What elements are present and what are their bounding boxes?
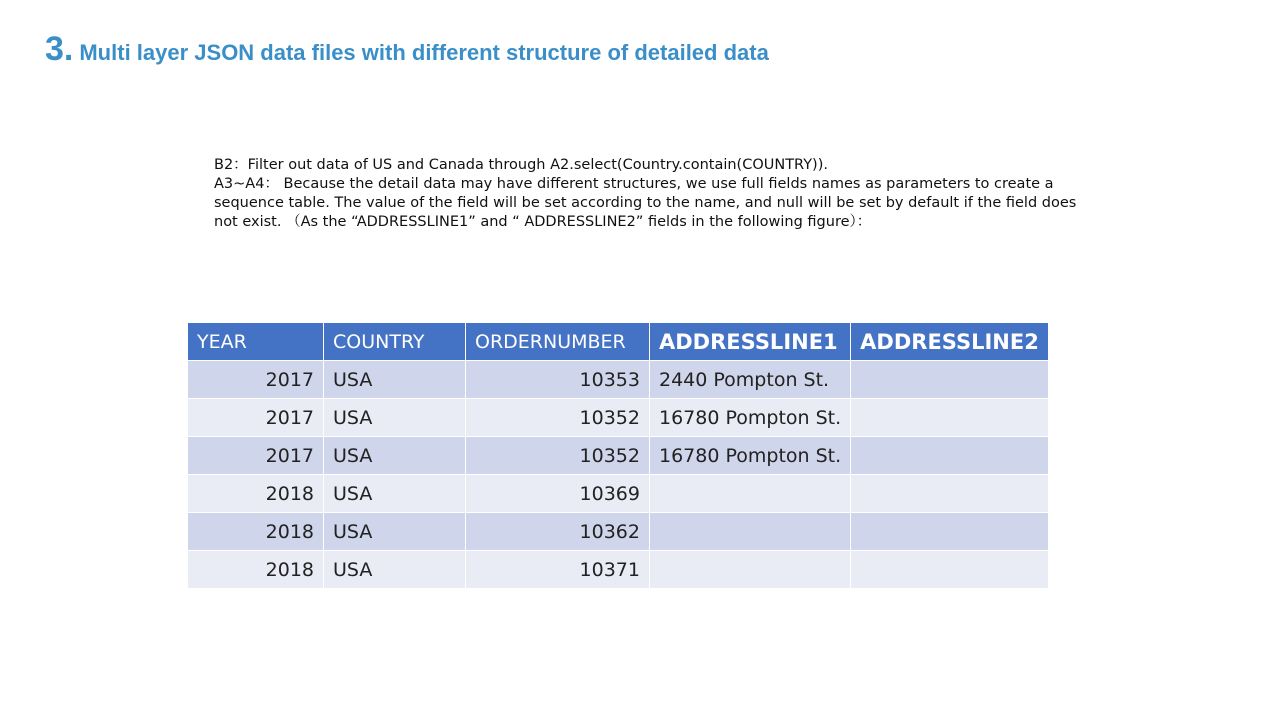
cell-ordernumber: 10352 (466, 399, 650, 437)
column-header-ordernumber: ORDERNUMBER (466, 323, 650, 361)
cell-country: USA (324, 399, 466, 437)
table-header-row (188, 323, 1049, 361)
column-header-addressline1: ADDRESSLINE1 (650, 323, 851, 361)
cell-year: 2018 (188, 551, 324, 589)
cell-addressline2 (851, 513, 1049, 551)
result-table (187, 322, 1049, 589)
table-row (188, 551, 1049, 589)
cell-country: USA (324, 361, 466, 399)
cell-year: 2017 (188, 361, 324, 399)
cell-year: 2017 (188, 399, 324, 437)
cell-addressline1: 16780 Pompton St. (650, 399, 851, 437)
cell-addressline2 (851, 399, 1049, 437)
table-row (188, 437, 1049, 475)
title-number: 3. (45, 30, 74, 68)
column-header-country: COUNTRY (324, 323, 466, 361)
cell-addressline1 (650, 551, 851, 589)
slide-title (45, 30, 769, 69)
cell-addressline1 (650, 475, 851, 513)
description-line-b2: B2：Filter out data of US and Canada through A2.select(Country.contain(COUNTRY)). (214, 157, 828, 173)
cell-ordernumber: 10352 (466, 437, 650, 475)
description-block (214, 156, 1084, 232)
cell-country: USA (324, 437, 466, 475)
column-header-year: YEAR (188, 323, 324, 361)
cell-year: 2018 (188, 475, 324, 513)
cell-addressline1: 2440 Pompton St. (650, 361, 851, 399)
cell-addressline1: 16780 Pompton St. (650, 437, 851, 475)
table-row (188, 361, 1049, 399)
table-row (188, 399, 1049, 437)
cell-ordernumber: 10371 (466, 551, 650, 589)
cell-addressline2 (851, 361, 1049, 399)
description-line-a3-a4: A3~A4： Because the detail data may have different structures, we use full fields names as parameters to create a sequence table. The value of the field will be set according to the name, and null will be set by default if the field does not exist. （As the “ADDRESSLINE1” and “ ADDRESSLINE2” fields in the following figure）： (214, 176, 1077, 230)
table-row (188, 513, 1049, 551)
cell-ordernumber: 10362 (466, 513, 650, 551)
cell-year: 2018 (188, 513, 324, 551)
cell-addressline2 (851, 475, 1049, 513)
cell-year: 2017 (188, 437, 324, 475)
column-header-addressline2: ADDRESSLINE2 (851, 323, 1049, 361)
table-row (188, 475, 1049, 513)
title-text: Multi layer JSON data files with different structure of detailed data (79, 40, 769, 65)
cell-country: USA (324, 475, 466, 513)
cell-addressline1 (650, 513, 851, 551)
cell-addressline2 (851, 551, 1049, 589)
cell-ordernumber: 10369 (466, 475, 650, 513)
cell-ordernumber: 10353 (466, 361, 650, 399)
cell-addressline2 (851, 437, 1049, 475)
cell-country: USA (324, 513, 466, 551)
cell-country: USA (324, 551, 466, 589)
